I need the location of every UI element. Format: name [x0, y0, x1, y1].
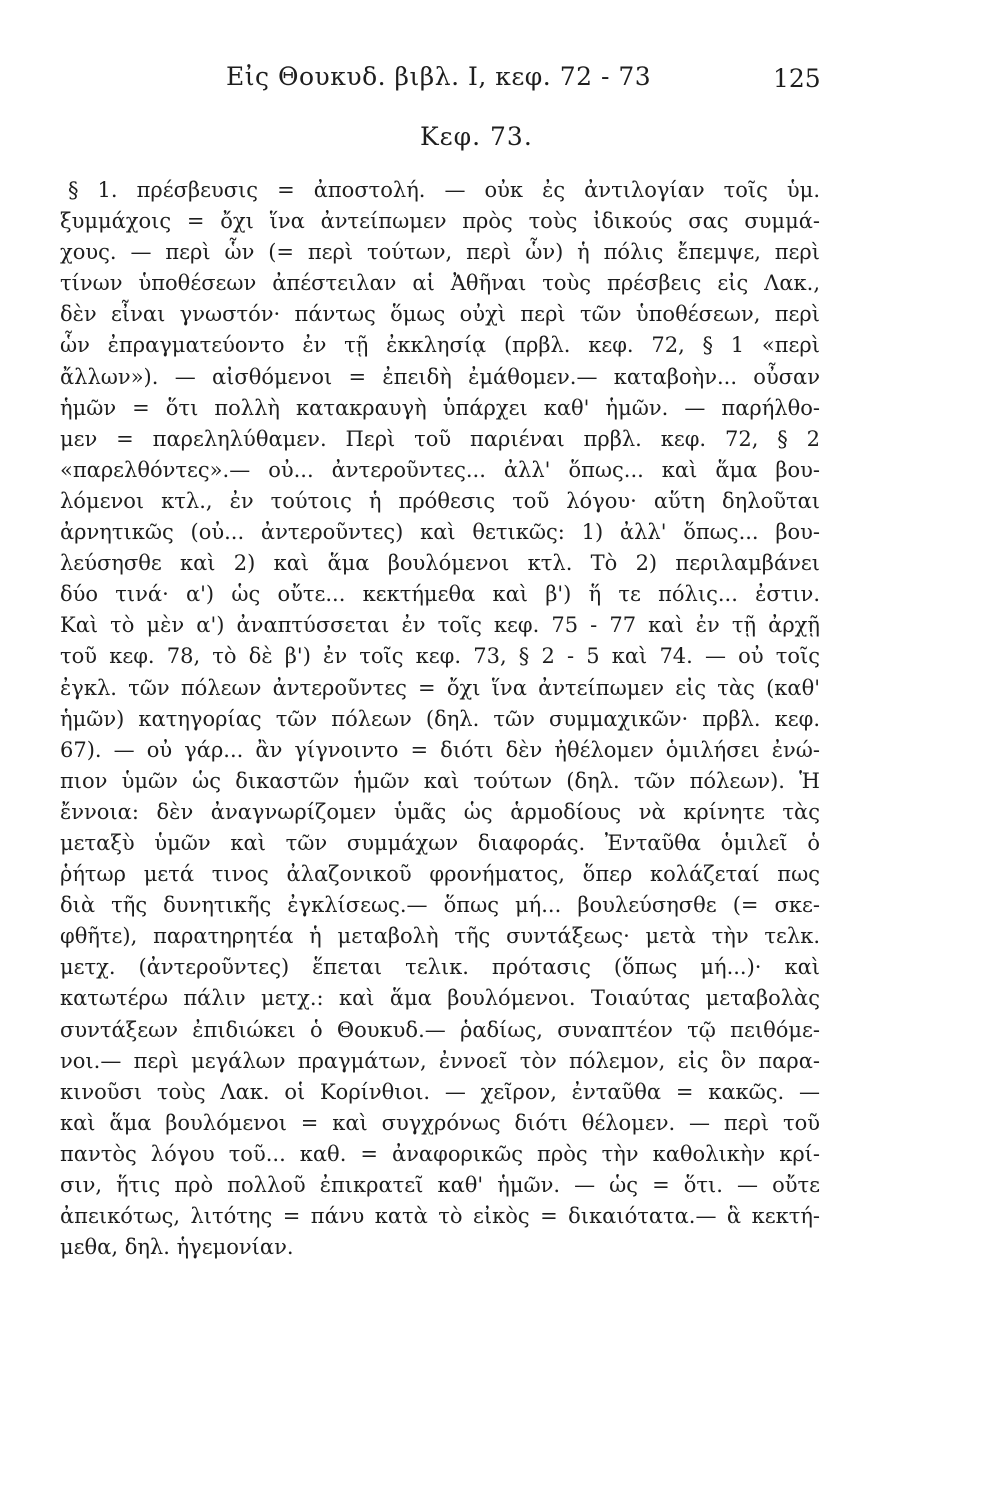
text-line: ἀπεικότως, λιτότης = πάνυ κατὰ τὸ εἰκὸς = δικαιότατα.— ἃ κεκτή-: [60, 1204, 820, 1229]
text-line: ἐγκλ. τῶν πόλεων ἀντεροῦντες = ὄχι ἵνα ἀντείπωμεν εἰς τὰς (καθ': [60, 675, 820, 700]
text-line: ἀρνητικῶς (οὐ... ἀντεροῦντες) καὶ θετικῶς: 1) ἀλλ' ὅπως... βου-: [60, 520, 820, 545]
text-line: χους. — περὶ ὧν (= περὶ τούτων, περὶ ὧν) ἡ πόλις ἔπεμψε, περὶ: [60, 240, 820, 265]
text-line: μετχ. (ἀντεροῦντες) ἕπεται τελικ. πρότασις (ὅπως μή...)· καὶ: [60, 955, 820, 980]
text-line: τίνων ὑποθέσεων ἀπέστειλαν αἱ Ἀθῆναι τοὺς πρέσβεις εἰς Λακ.,: [60, 271, 820, 296]
text-line: ῥήτωρ μετά τινος ἀλαζονικοῦ φρονήματος, ὅπερ κολάζεταί πως: [60, 862, 820, 887]
text-line: κατωτέρω πάλιν μετχ.: καὶ ἅμα βουλόμενοι. Τοιαύτας μεταβολὰς: [60, 986, 820, 1011]
text-line: κινοῦσι τοὺς Λακ. οἱ Κορίνθιοι. — χεῖρον, ἐνταῦθα = κακῶς. —: [60, 1079, 820, 1104]
text-line: «παρελθόντες».— οὐ... ἀντεροῦντες... ἀλλ' ὅπως... καὶ ἅμα βου-: [60, 457, 820, 482]
text-line: ξυμμάχοις = ὄχι ἵνα ἀντείπωμεν πρὸς τοὺς ἰδικούς σας συμμά-: [60, 209, 820, 234]
text-line: σιν, ἥτις πρὸ πολλοῦ ἐπικρατεῖ καθ' ἡμῶν. — ὡς = ὅτι. — οὔτε: [60, 1173, 820, 1197]
text-line: νοι.— περὶ μεγάλων πραγμάτων, ἐννοεῖ τὸν πόλεμον, εἰς ὃν παρα-: [60, 1048, 820, 1073]
text-line: ἡμῶν) κατηγορίας τῶν πόλεων (δηλ. τῶν συμμαχικῶν· πρβλ. κεφ.: [60, 706, 820, 731]
page-number: 125: [773, 64, 821, 93]
text-line: μεταξὺ ὑμῶν καὶ τῶν συμμάχων διαφοράς. Ἐνταῦθα ὁμιλεῖ ὁ: [60, 830, 820, 855]
text-line: § 1. πρέσβευσις = ἀποστολή. — οὐκ ἐς ἀντιλογίαν τοῖς ὑμ.: [68, 178, 820, 202]
text-line: πιον ὑμῶν ὡς δικαστῶν ἡμῶν καὶ τούτων (δηλ. τῶν πόλεων). Ἡ: [60, 768, 820, 793]
text-line: δύο τινά· α') ὡς οὔτε... κεκτήμεθα καὶ β') ἥ τε πόλις... ἐστιν.: [60, 582, 820, 607]
text-line: τοῦ κεφ. 78, τὸ δὲ β') ἐν τοῖς κεφ. 73, § 2 - 5 καὶ 74. — οὐ τοῖς: [60, 644, 820, 669]
text-line: ἡμῶν = ὅτι πολλὴ κατακραυγὴ ὑπάρχει καθ' ἡμῶν. — παρήλθο-: [60, 395, 820, 420]
commentary-text: [60, 175, 820, 1263]
text-line: διὰ τῆς δυνητικῆς ἐγκλίσεως.— ὅπως μή... βουλεύσησθε (= σκε-: [60, 893, 820, 918]
text-line: ἄλλων»). — αἰσθόμενοι = ἐπειδὴ ἐμάθομεν.— καταβοὴν... οὖσαν: [60, 364, 820, 389]
text-line: Καὶ τὸ μὲν α') ἀναπτύσσεται ἐν τοῖς κεφ. 75 - 77 καὶ ἐν τῇ ἀρχῇ: [60, 613, 820, 638]
text-line: παντὸς λόγου τοῦ... καθ. = ἀναφορικῶς πρὸς τὴν καθολικὴν κρί-: [60, 1141, 820, 1166]
text-line: ὧν ἐπραγματεύοντο ἐν τῇ ἐκκλησίᾳ (πρβλ. κεφ. 72, § 1 «περὶ: [60, 333, 820, 358]
text-line: λεύσησθε καὶ 2) καὶ ἅμα βουλόμενοι κτλ. Τὸ 2) περιλαμβάνει: [60, 551, 820, 576]
chapter-title: Κεφ. 73.: [420, 122, 533, 151]
text-line: δὲν εἶναι γνωστόν· πάντως ὅμως οὐχὶ περὶ τῶν ὑποθέσεων, περὶ: [60, 302, 820, 327]
text-line: καὶ ἅμα βουλόμενοι = καὶ συγχρόνως διότι θέλομεν. — περὶ τοῦ: [60, 1110, 820, 1135]
text-line: μεν = παρεληλύθαμεν. Περὶ τοῦ παριέναι πρβλ. κεφ. 72, § 2: [60, 426, 820, 451]
text-line: μεθα, δηλ. ἡγεμονίαν.: [60, 1235, 294, 1260]
running-head: Εἰς Θουκυδ. βιβλ. Ι, κεφ. 72 - 73: [226, 62, 652, 91]
text-line: ἔννοια: δὲν ἀναγνωρίζομεν ὑμᾶς ὡς ἁρμοδίους νὰ κρίνητε τὰς: [60, 799, 820, 824]
text-line: συντάξεων ἐπιδιώκει ὁ Θουκυδ.— ῥαδίως, συναπτέον τῷ πειθόμε-: [60, 1017, 820, 1042]
text-line: λόμενοι κτλ., ἐν τούτοις ἡ πρόθεσις τοῦ λόγου· αὕτη δηλοῦται: [60, 488, 820, 513]
text-line: 67). — οὐ γάρ... ἂν γίγνοιντο = διότι δὲν ἠθέλομεν ὁμιλήσει ἐνώ-: [60, 737, 820, 762]
text-line: φθῆτε), παρατηρητέα ἡ μεταβολὴ τῆς συντάξεως· μετὰ τὴν τελκ.: [60, 924, 820, 949]
